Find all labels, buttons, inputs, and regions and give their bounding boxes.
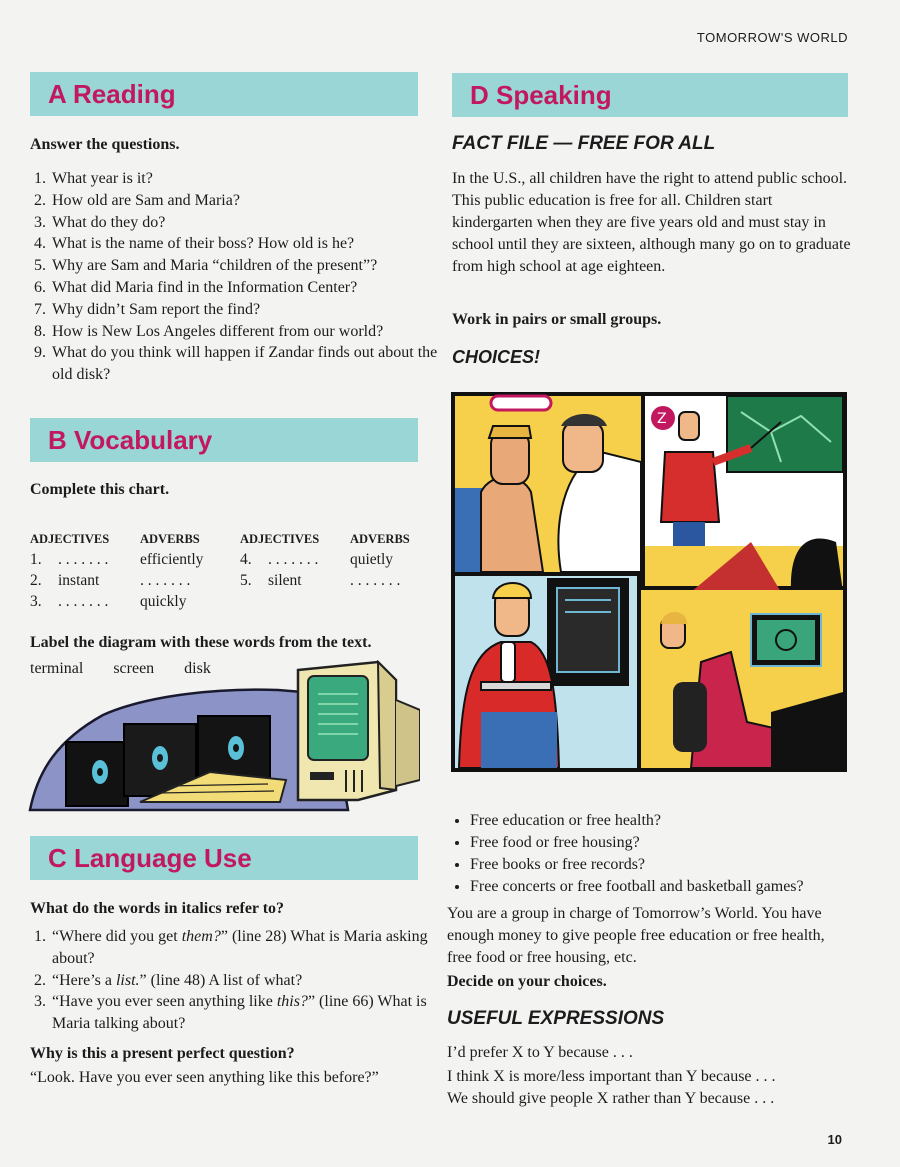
chart-header: ADVERBS	[140, 532, 200, 546]
choice-item: • Free education or free health?	[470, 810, 870, 832]
chart-cell: . . . . . . .	[58, 551, 109, 568]
language-use-items	[30, 926, 445, 1035]
section-b-vocabulary-header: B Vocabulary	[30, 418, 418, 462]
choices-title: CHOICES!	[452, 347, 541, 367]
chart-number: 3.	[30, 593, 42, 610]
chart-cell: quickly	[140, 593, 187, 610]
page-number: 10	[827, 1132, 842, 1147]
item-text: “Here’s a	[52, 971, 116, 989]
italic-word: list.	[115, 971, 140, 989]
choice-item: • Free concerts or free football and basketball games?	[470, 876, 870, 898]
chart-header: ADJECTIVES	[240, 532, 320, 546]
chart-cell: instant	[58, 572, 100, 589]
decide-instruction: Decide on your choices.	[447, 973, 607, 990]
language-use-item	[50, 991, 445, 1035]
reading-question: 9. What do you think will happen if Zandar finds out about the old disk?	[50, 342, 445, 386]
chart-cell: silent	[268, 572, 302, 589]
chart-number: 4.	[240, 551, 252, 568]
chart-header: ADVERBS	[350, 532, 410, 546]
vocabulary-instruction: Complete this chart.	[30, 481, 170, 498]
section-a-reading-header: A Reading	[30, 72, 418, 116]
section-c-language-use-header: C Language Use	[30, 836, 418, 880]
item-text: “Where did you get	[52, 928, 182, 945]
chart-number: 5.	[240, 572, 252, 589]
computer-diagram	[28, 660, 420, 818]
language-use-item	[50, 926, 445, 970]
chart-number: 2.	[30, 572, 42, 589]
chart-cell: efficiently	[140, 551, 204, 568]
item-text: ” (line 66) What is Maria talking about?	[52, 993, 427, 1033]
label-word-disk: disk	[184, 660, 211, 677]
fact-file-text: In the U.S., all children have the right to attend public school. This public education is free for all. Children start kindergarten when they are five years old and must stay in school until they are sixteen, although many go on to graduate from high school at age eighteen.	[452, 170, 851, 275]
fact-file-title: FACT FILE — FREE FOR ALL	[452, 133, 716, 154]
choice-item: • Free food or free housing?	[470, 832, 870, 854]
expression-item: I think X is more/less important than Y because . . .	[447, 1068, 776, 1085]
work-instruction: Work in pairs or small groups.	[452, 311, 662, 328]
language-use-item	[50, 970, 445, 992]
item-text: “Have you ever seen anything like	[52, 993, 277, 1011]
item-text: ” (line 28) What is Maria asking about?	[52, 928, 428, 967]
item-text: ” (line 48) A list of what?	[139, 971, 303, 989]
reading-questions	[30, 168, 445, 386]
chart-cell: quietly	[350, 551, 394, 568]
choices-illustration	[451, 392, 847, 772]
choices-list	[452, 810, 870, 898]
reading-question: 5. Why are Sam and Maria “children of the present”?	[50, 255, 445, 277]
reading-question: 6. What did Maria find in the Information Center?	[50, 277, 445, 299]
chart-number: 1.	[30, 551, 42, 568]
label-word-terminal: terminal	[30, 660, 84, 677]
expression-item: I’d prefer X to Y because . . .	[447, 1044, 633, 1061]
reading-question: 4. What is the name of their boss? How old is he?	[50, 233, 445, 255]
present-perfect-quote: “Look. Have you ever seen anything like this before?”	[30, 1069, 379, 1086]
chart-cell: . . . . . . .	[58, 593, 109, 610]
useful-expressions-title: USEFUL EXPRESSIONS	[447, 1008, 665, 1029]
chart-cell: . . . . . . .	[350, 572, 401, 589]
running-head: TOMORROW'S WORLD	[696, 30, 848, 45]
italic-word: this?	[276, 993, 308, 1011]
italic-word: them?	[181, 928, 221, 945]
section-d-speaking-header: D Speaking	[452, 73, 848, 117]
reading-question: 3. What do they do?	[50, 212, 445, 234]
chart-cell: . . . . . . .	[268, 551, 319, 568]
choice-item: • Free books or free records?	[470, 854, 870, 876]
language-use-instruction: What do the words in italics refer to?	[30, 900, 285, 917]
reading-question: 2. How old are Sam and Maria?	[50, 190, 445, 212]
present-perfect-question: Why is this a present perfect question?	[30, 1045, 295, 1062]
chart-cell: . . . . . . .	[140, 572, 191, 589]
chart-header: ADJECTIVES	[30, 532, 110, 546]
svg-text:Z: Z	[657, 411, 667, 427]
group-text: You are a group in charge of Tomorrow’s World. You have enough money to give people free education or free health, free food or free housing, etc.	[447, 905, 825, 966]
reading-question: 1. What year is it?	[50, 168, 445, 190]
label-word-screen: screen	[113, 660, 155, 677]
reading-instruction: Answer the questions.	[30, 136, 180, 153]
expression-item: We should give people X rather than Y because . . .	[447, 1090, 775, 1107]
vocabulary-chart	[30, 530, 420, 615]
reading-question: 7. Why didn’t Sam report the find?	[50, 299, 445, 321]
reading-question: 8. How is New Los Angeles different from our world?	[50, 321, 445, 343]
label-instruction: Label the diagram with these words from the text.	[30, 634, 372, 651]
